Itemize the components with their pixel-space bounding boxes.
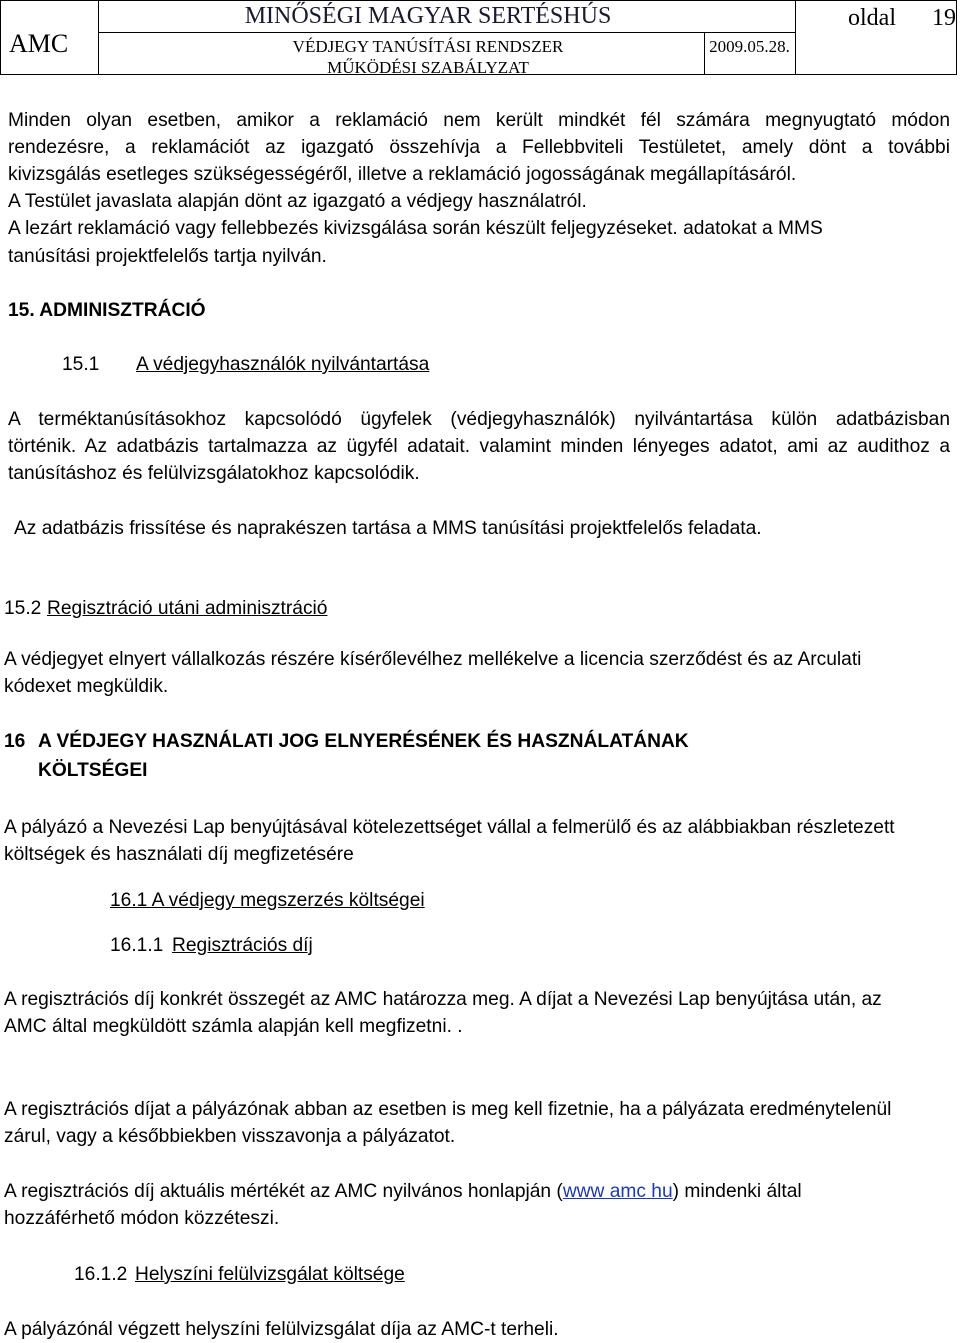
header-date: 2009.05.28. xyxy=(709,37,790,56)
paragraph-line: Az adatbázis frissítése és naprakészen tartása a MMS tanúsítási projektfelelős feladata. xyxy=(14,518,762,539)
paragraph-line: rendezésre, a reklamációt az igazgató összehívja a Fellebbviteli Testületet, amely dönt a további xyxy=(8,137,950,158)
subsection-title-16-1: 16.1 A védjegy megszerzés költségei xyxy=(110,890,425,911)
paragraph-line: tanúsítási projektfelelős tartja nyilván. xyxy=(8,246,327,267)
header-subtitle-1: VÉDJEGY TANÚSÍTÁSI RENDSZER xyxy=(292,37,564,56)
paragraph-line: kódexet megküldik. xyxy=(4,676,169,697)
subsection-title-15-1: A védjegyhasználók nyilvántartása xyxy=(136,354,430,375)
header-logo-cell xyxy=(1,1,99,74)
header-subtitle-2: MŰKÖDÉSI SZABÁLYZAT xyxy=(327,58,529,77)
paragraph-line: hozzáférhető módon közzéteszi. xyxy=(4,1208,280,1229)
paragraph-line: A pályázónál végzett helyszíni felülvizsgálat díja az AMC-t terheli. xyxy=(4,1319,559,1340)
paragraph-line: zárul, vagy a későbbiekben visszavonja a pályázatot. xyxy=(4,1126,456,1147)
amc-website-link[interactable]: www amc hu xyxy=(562,1181,673,1202)
paragraph-line: A lezárt reklamáció vagy fellebbezés kivizsgálása során készült feljegyzéseket. adatokat a MMS xyxy=(8,218,823,239)
paragraph-line: költségek és használati díj megfizetésére xyxy=(4,844,354,865)
section-heading-15: 15. ADMINISZTRÁCIÓ xyxy=(8,300,206,321)
header-page-cell xyxy=(796,1,956,74)
paragraph-line: A regisztrációs díjat a pályázónak abban az esetben is meg kell fizetnie, ha a pályázata eredménytelenül xyxy=(4,1099,892,1120)
paragraph-line: A regisztrációs díj aktuális mértékét az AMC nyilvános honlapján (www amc hu) mindenki által xyxy=(4,1181,802,1202)
paragraph-line: A terméktanúsításokhoz kapcsolódó ügyfelek (védjegyhasználók) nyilvántartása külön adatbázisban xyxy=(8,409,950,430)
subsection-number-15-2: 15.2 xyxy=(4,598,42,619)
subsection-number-15-1: 15.1 xyxy=(62,354,100,375)
subsection-title-15-2: Regisztráció utáni adminisztráció xyxy=(47,598,328,619)
header-title-cell xyxy=(98,1,796,77)
subsection-number-16-1-2: 16.1.2 xyxy=(74,1264,128,1285)
paragraph-line: A Testület javaslata alapján dönt az igazgató a védjegy használatról. xyxy=(8,191,587,212)
subsection-number-16-1-1: 16.1.1 xyxy=(110,935,164,956)
paragraph-line: tanúsításhoz és felülvizsgálatokhoz kapcsolódik. xyxy=(8,463,420,484)
header-title: MINŐSÉGI MAGYAR SERTÉSHÚS xyxy=(244,3,612,29)
paragraph-line: A regisztrációs díj konkrét összegét az AMC határozza meg. A díjat a Nevezési Lap benyújtása után, az xyxy=(4,989,882,1010)
document-header xyxy=(0,0,957,75)
paragraph-line: AMC által megküldött számla alapján kell megfizetni. . xyxy=(4,1016,463,1037)
header-page-label: oldal xyxy=(848,5,896,31)
subsection-title-16-1-1: Regisztrációs díj xyxy=(172,935,313,956)
paragraph-line: Minden olyan esetben, amikor a reklamáció nem került mindkét fél számára megnyugtató módon xyxy=(8,110,950,131)
header-page-number: 19 xyxy=(932,5,956,31)
paragraph-line: kivizsgálás esetleges szükségességéről, illetve a reklamáció jogosságának megállapításáról. xyxy=(8,164,797,185)
paragraph-line: A védjegyet elnyert vállalkozás részére kísérőlevélhez mellékelve a licencia szerződést és az Arculati xyxy=(4,649,862,670)
subsection-title-16-1-2: Helyszíni felülvizsgálat költsége xyxy=(135,1264,405,1285)
paragraph-line: A pályázó a Nevezési Lap benyújtásával kötelezettséget vállal a felmerülő és az alábbiakban részletezett xyxy=(4,817,895,838)
section-heading-16-line2: KÖLTSÉGEI xyxy=(38,760,148,781)
header-logo: AMC xyxy=(9,29,69,58)
header-divider xyxy=(98,32,795,33)
section-heading-16-line1: A VÉDJEGY HASZNÁLATI JOG ELNYERÉSÉNEK ÉS HASZNÁLATÁNAK xyxy=(38,731,689,752)
paragraph-line: történik. Az adatbázis tartalmazza az ügyfél adatait. valamint minden lényeges adatot, ami az audithoz a xyxy=(8,436,950,457)
section-number-16: 16 xyxy=(4,731,26,752)
